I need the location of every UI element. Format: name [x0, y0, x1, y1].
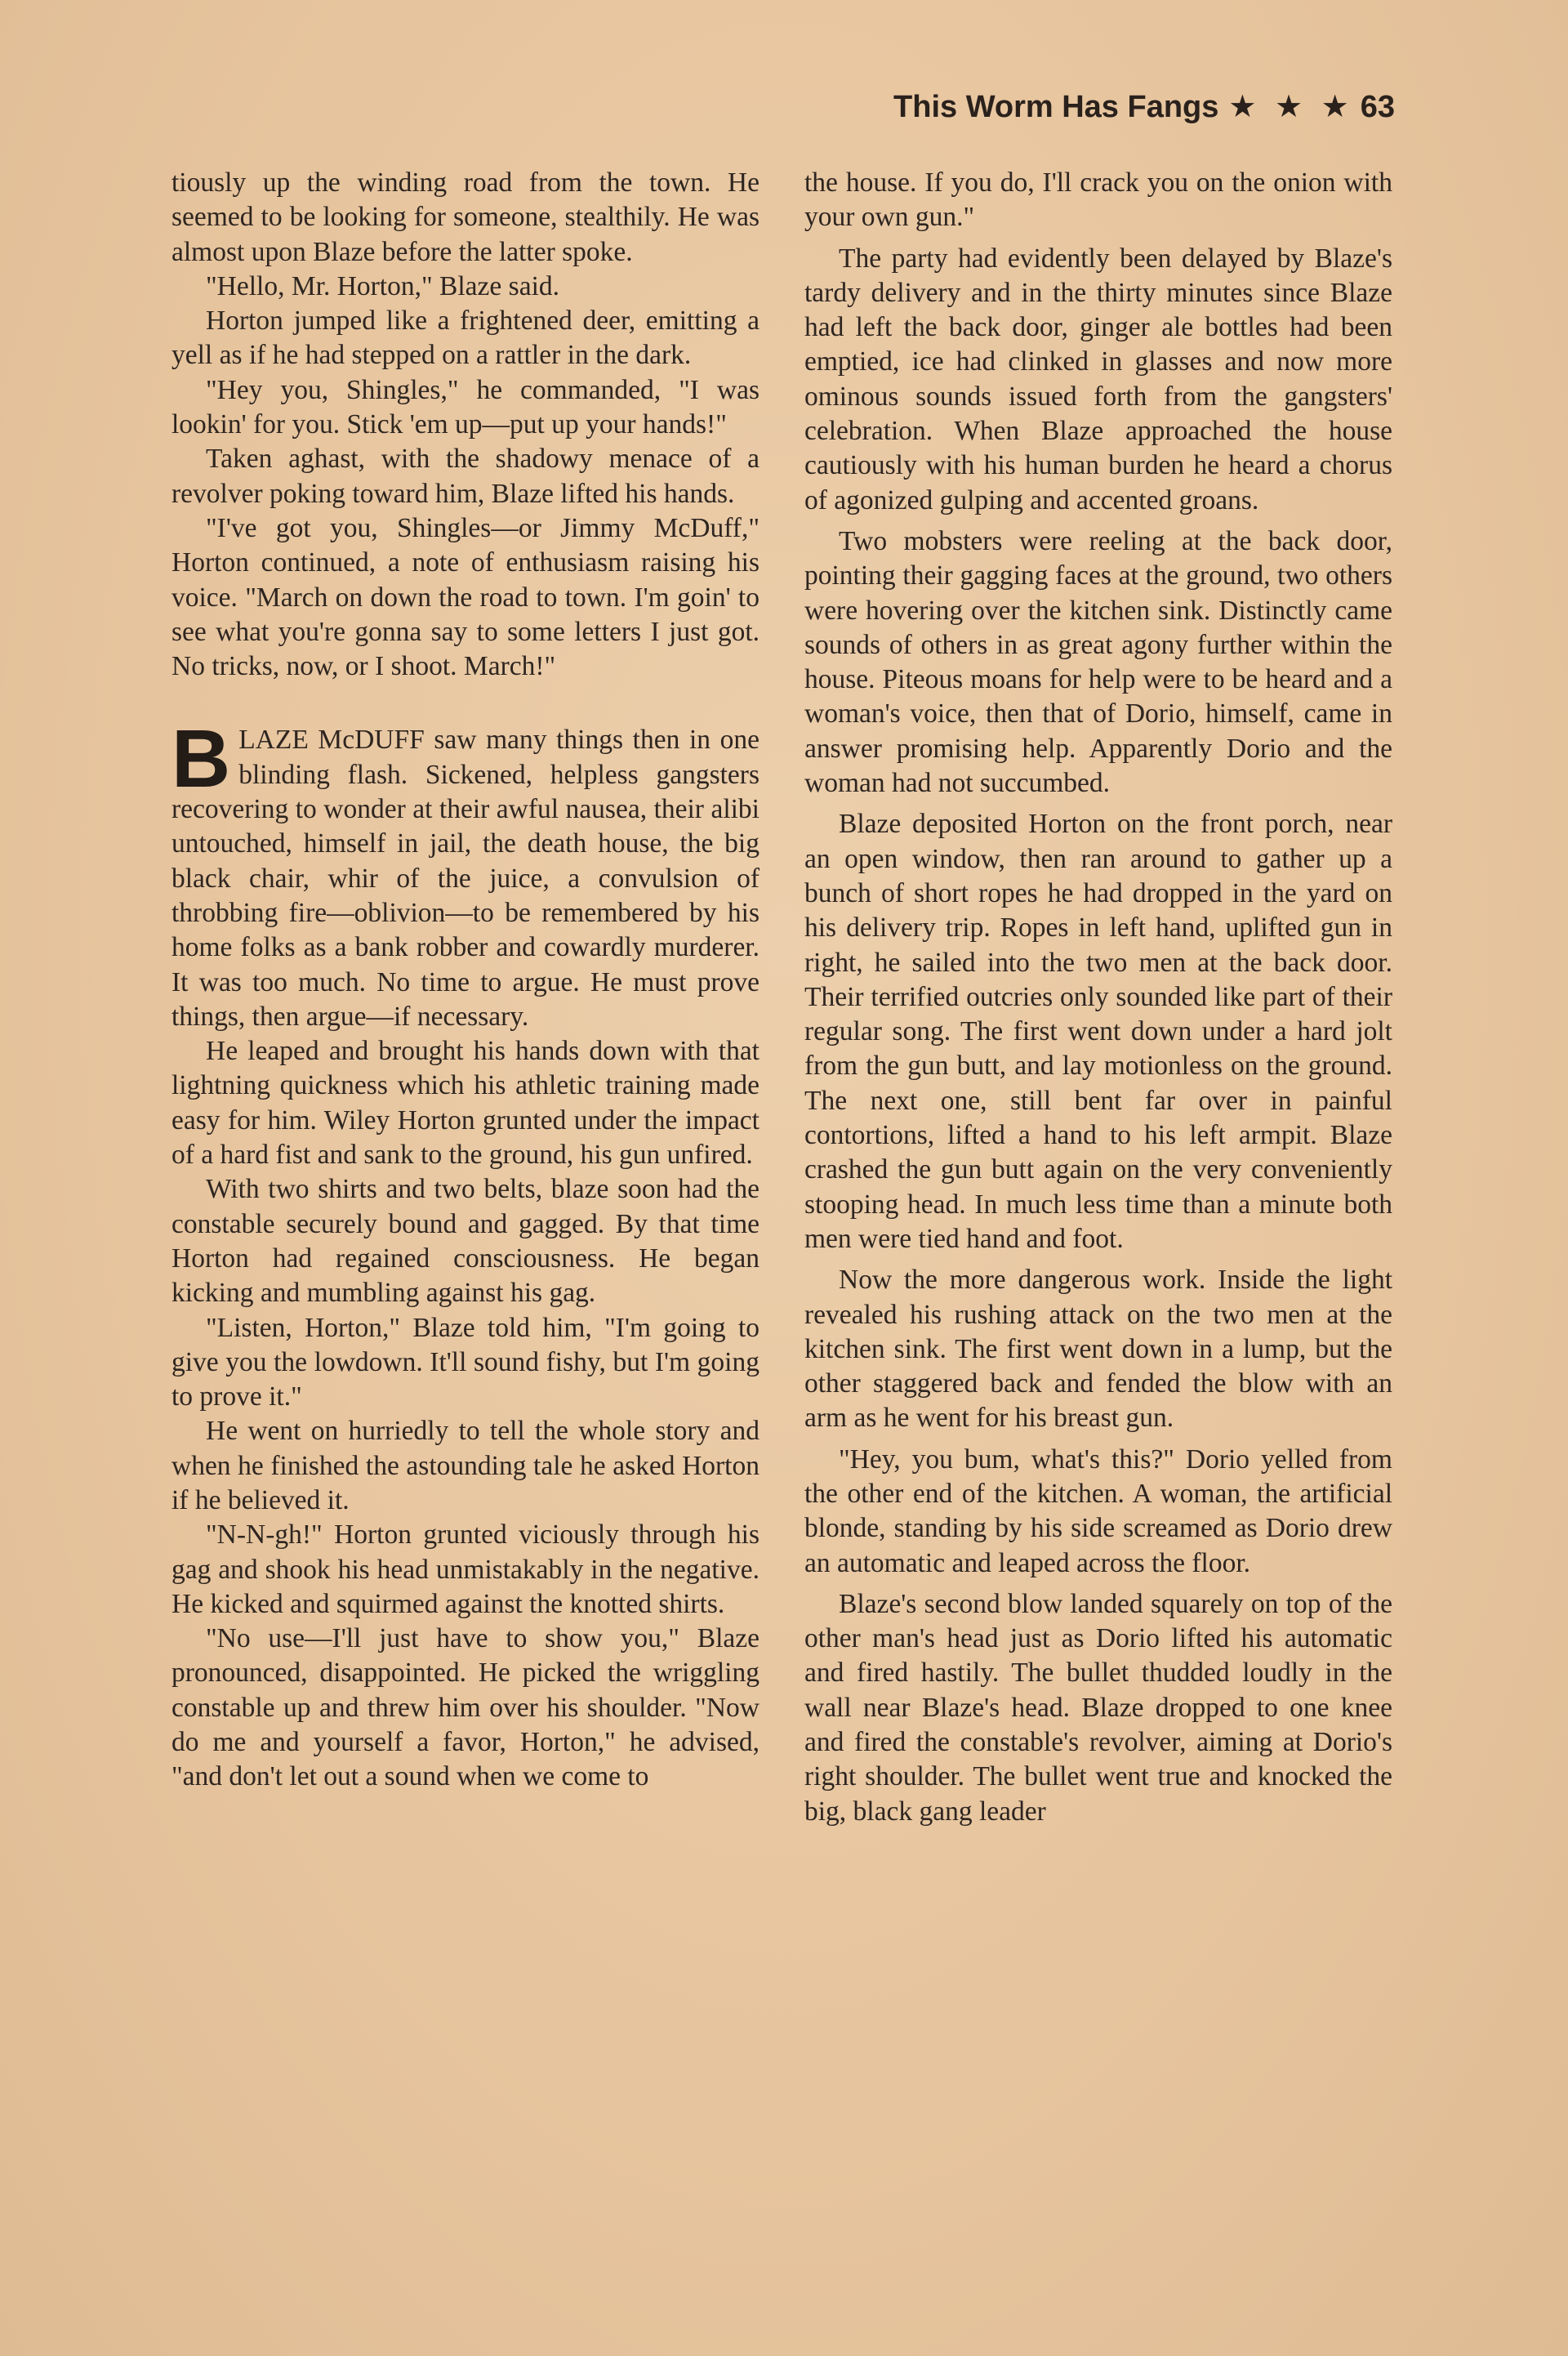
paragraph: "Listen, Horton," Blaze told him, "I'm going to give you the lowdown. It'll sound fishy, but I'm going to prove it." [172, 1312, 760, 1412]
section-first-text: LAZE McDUFF saw many things then in one blinding flash. Sickened, helpless gangsters recovering to wonder at their awful nausea, their alibi untouched, himself in jail, the death house, the big black chair, whir of the juice, a convulsion of throbbing fire—oblivion—to be remembered by his home folks as a bank robber and cowardly murderer. It was too much. No time to argue. He must prove things, then argue—if necessary. [172, 725, 760, 1032]
drop-cap: B [172, 713, 231, 805]
paragraph: With two shirts and two belts, blaze soon had the constable securely bound and gagged. By that time Horton had regained consciousness. He began kicking and mumbling against his gag. [172, 1174, 760, 1309]
paragraph: "Hey, you bum, what's this?" Dorio yelled from the other end of the kitchen. A woman, the artificial blonde, standing by his side screamed as Dorio drew an automatic and leaped across the floor. [804, 1443, 1392, 1578]
left-column [172, 166, 760, 1795]
section-opening-paragraph [172, 713, 760, 1034]
paragraph: "No use—I'll just have to show you," Blaze pronounced, disappointed. He picked the wriggling constable up and threw him over his shoulder. "Now do me and yourself a favor, Horton," he advised, "and don't let out a sound when we come to [172, 1623, 760, 1792]
page-number: 63 [1360, 90, 1395, 124]
paragraph: "N-N-gh!" Horton grunted viciously through his gag and shook his head unmistakably in the negative. He kicked and squirmed against the knotted shirts. [172, 1519, 760, 1619]
paragraph: Now the more dangerous work. Inside the light revealed his rushing attack on the two men at the kitchen sink. The first went down in a lump, but the other staggered back and fended the blow with an arm as he went for his breast gun. [804, 1265, 1392, 1434]
paragraph: He went on hurriedly to tell the whole story and when he finished the astounding tale he asked Horton if he believed it. [172, 1416, 760, 1515]
paragraph: Horton jumped like a frightened deer, emitting a yell as if he had stepped on a rattler in the dark. [172, 306, 760, 371]
paragraph: "Hey you, Shingles," he commanded, "I was lookin' for you. Stick 'em up—put up your hands!" [172, 374, 760, 440]
running-title: This Worm Has Fangs [893, 90, 1219, 124]
paragraph: Two mobsters were reeling at the back door, pointing their gagging faces at the ground, two others were hovering over the kitchen sink. Distinctly came sounds of others in as great agony further within the house. Piteous moans for help were to be heard and a woman's voice, then that of Dorio, himself, came in answer promising help. Apparently Dorio and the woman had not succumbed. [804, 525, 1392, 799]
paragraph: Blaze's second blow landed squarely on top of the other man's head just as Dorio lifted his automatic and fired hastily. The bullet thudded loudly in the wall near Blaze's head. Blaze dropped to one knee and fired the constable's revolver, aiming at Dorio's right shoulder. The bullet went true and knocked the big, black gang leader [804, 1588, 1392, 1827]
paragraph: He leaped and brought his hands down with that lightning quickness which his athletic training made easy for him. Wiley Horton grunted under the impact of a hard fist and sank to the ground, his gun unfired. [172, 1036, 760, 1171]
paragraph: "Hello, Mr. Horton," Blaze said. [206, 270, 559, 301]
right-column [804, 166, 1392, 1829]
star-ornaments: ★ ★ ★ [1228, 90, 1354, 124]
paragraph: Taken aghast, with the shadowy menace of a revolver poking toward him, Blaze lifted his hands. [172, 444, 760, 509]
paragraph: tiously up the winding road from the town. He seemed to be looking for someone, stealthily. He was almost upon Blaze before the latter spoke. [172, 167, 760, 267]
running-header [823, 88, 1395, 137]
paragraph: "I've got you, Shingles—or Jimmy McDuff," Horton continued, a note of enthusiasm raising his voice. "March on down the road to town. I'm goin' to see what you're gonna say to some letters I just got. No tricks, now, or I shoot. March!" [172, 512, 760, 682]
paragraph: Blaze deposited Horton on the front porch, near an open window, then ran around to gather up a bunch of short ropes he had dropped in the yard on his delivery trip. Ropes in left hand, uplifted gun in right, he sailed into the two men at the back door. Their terrified outcries only sounded like part of their regular song. The first went down under a hard jolt from the gun butt, and lay motionless on the ground. The next one, still bent far over in painful contortions, lifted a hand to his left armpit. Blaze crashed the gun butt again on the very conveniently stooping head. In much less time than a minute both men were tied hand and foot. [804, 809, 1392, 1254]
paragraph: the house. If you do, I'll crack you on the onion with your own gun." [804, 167, 1392, 233]
paragraph: The party had evidently been delayed by Blaze's tardy delivery and in the thirty minutes since Blaze had left the back door, ginger ale bottles had been emptied, ice had clinked in glasses and now more ominous sounds issued forth from the gangsters' celebration. When Blaze approached the house cautiously with his human burden he heard a chorus of agonized gulping and accented groans. [804, 243, 1392, 515]
